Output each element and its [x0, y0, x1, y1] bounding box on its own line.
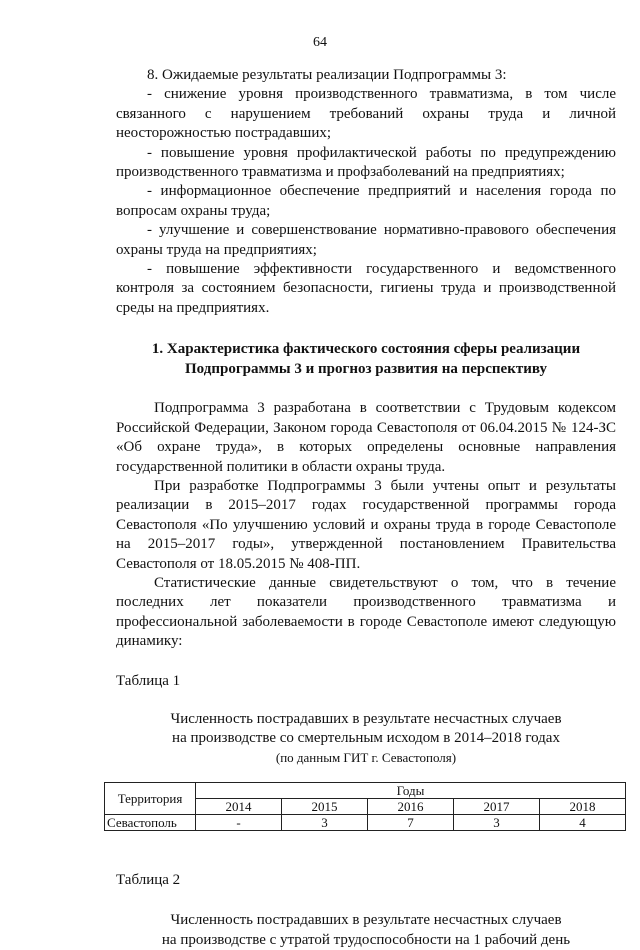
- section-paragraph: Подпрограмма 3 разработана в соответствии с Трудовым кодексом Российской Федерации, Законом города Севастополя от 06.04.2015 № 124-ЗС «Об охране труда», в которых определены основные направления государственной политики в области охраны труда.: [116, 400, 616, 475]
- section-heading-line-2: Подпрограммы 3 и прогноз развития на перспективу: [185, 361, 547, 378]
- page-number: 64: [313, 35, 327, 50]
- table-header-year: 2014: [196, 798, 282, 814]
- document-body: [107, 66, 616, 950]
- table-header-year: 2015: [282, 798, 368, 814]
- table-cell: -: [196, 814, 282, 830]
- table1: [104, 782, 626, 831]
- table2-caption-line-2: на производстве с утратой трудоспособности на 1 рабочий день: [161, 931, 571, 948]
- table-header-year: 2018: [540, 798, 626, 814]
- table2-label: Таблица 2: [116, 871, 181, 888]
- results-item: - информационное обеспечение предприятий и населения города по вопросам охраны труда;: [116, 183, 616, 219]
- table2-caption: [116, 911, 616, 950]
- section-paragraph: Статистические данные свидетельствуют о том, что в течение последних лет показатели производственного травматизма и профессиональной заболеваемости в городе Севастополе имеют следующую динамику:: [116, 574, 616, 650]
- table-cell-territory: Севастополь: [105, 814, 196, 830]
- table-cell: 7: [368, 814, 454, 830]
- table1-source: (по данным ГИТ г. Севастополя): [275, 749, 457, 765]
- table-row: [105, 814, 626, 830]
- table1-label: Таблица 1: [116, 672, 181, 689]
- table1-caption: [116, 710, 616, 767]
- section-heading: [116, 339, 616, 379]
- results-item: - повышение уровня профилактической работы по предупреждению производственного травматизма и профзаболеваний на предприятиях;: [116, 144, 616, 181]
- results-item: - улучшение и совершенствование нормативно-правового обеспечения охраны труда на предприятиях;: [116, 222, 616, 258]
- table-header-territory: Территория: [105, 782, 196, 814]
- section-paragraph: При разработке Подпрограммы 3 были учтены опыт и результаты реализации в 2015–2017 годах государственной программы города Севастополя «По улучшению условий и охраны труда в городе Севастополе на 2015–2017 годы», утвержденной постановлением Правительства Севастополя от 18.05.2015 № 408-ПП.: [116, 477, 616, 572]
- table1-caption-line-2: на производстве со смертельным исходом в 2014–2018 годах: [172, 730, 560, 747]
- results-item: - повышение эффективности государственного и ведомственного контроля за состоянием безопасности, гигиены труда и производственной среды на предприятиях.: [116, 261, 616, 316]
- table-cell: 3: [282, 814, 368, 830]
- table1-caption-line-1: Численность пострадавших в результате несчастных случаев: [170, 710, 562, 727]
- table-cell: 3: [454, 814, 540, 830]
- table-header-year: 2017: [454, 798, 540, 814]
- results-title: 8. Ожидаемые результаты реализации Подпрограммы 3:: [147, 67, 507, 83]
- results-item: - снижение уровня производственного травматизма, в том числе связанного с нарушением требований охраны труда и личной неосторожностью пострадавших;: [116, 86, 616, 142]
- table-cell: 4: [540, 814, 626, 830]
- table-header-year: 2016: [368, 798, 454, 814]
- table2-caption-line-1: Численность пострадавших в результате несчастных случаев: [170, 912, 562, 929]
- table-header-years: Годы: [196, 782, 626, 798]
- section-heading-line-1: 1. Характеристика фактического состояния сферы реализации: [151, 341, 581, 358]
